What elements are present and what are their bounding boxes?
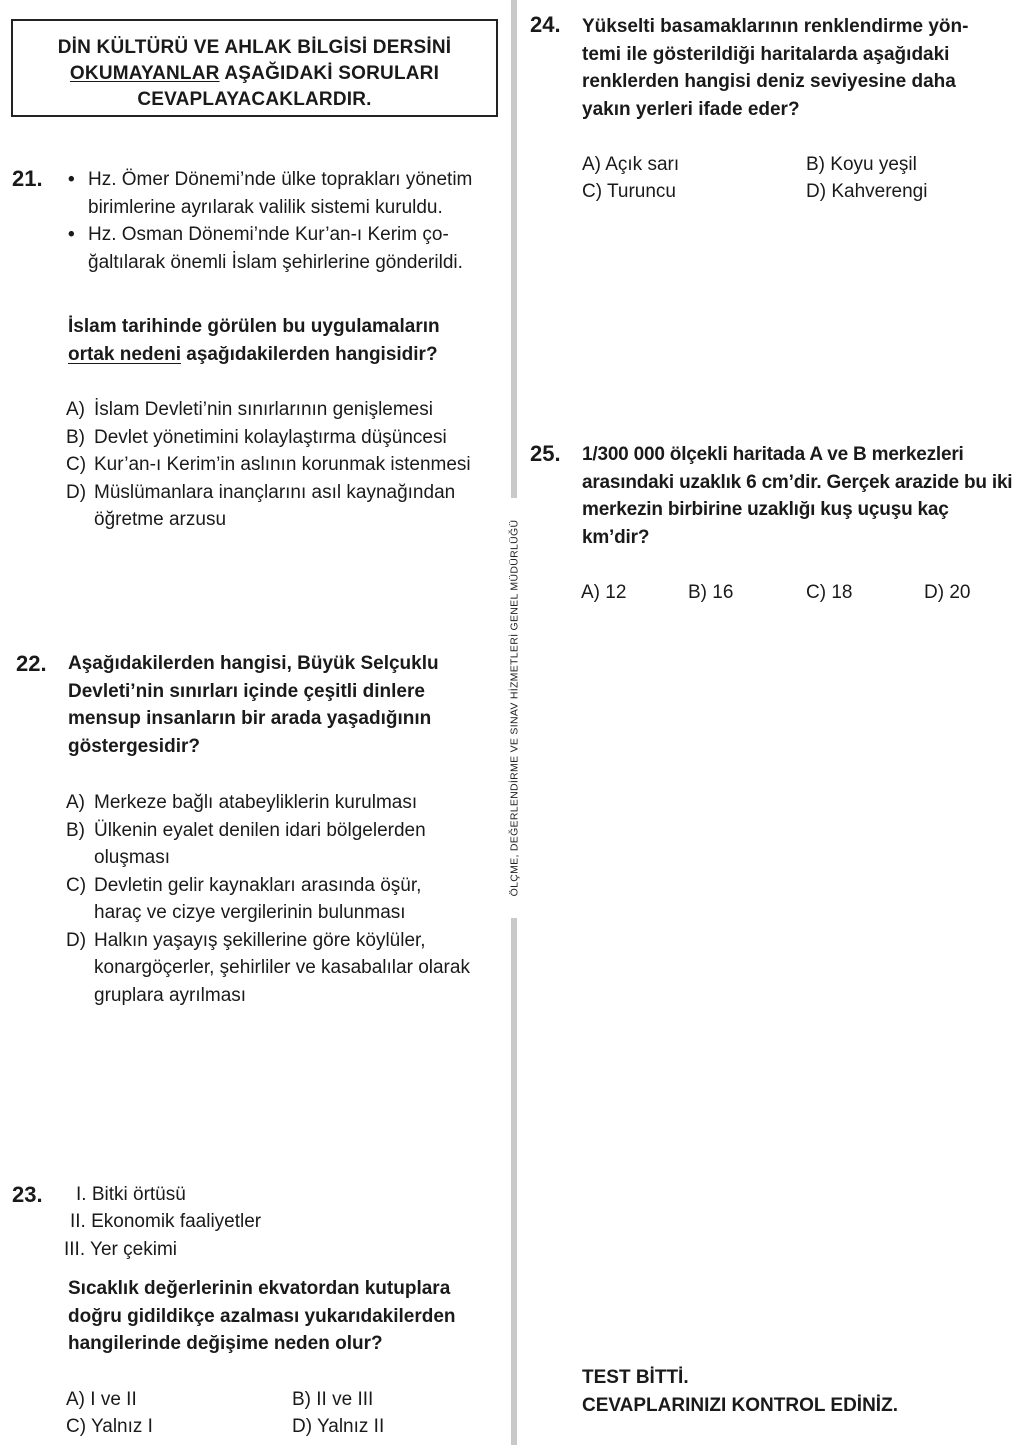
question-23-item-1: I. Bitki örtüsü [76,1184,186,1205]
option-label: C) [66,1416,87,1437]
question-24-option-b[interactable] [806,151,917,179]
option-b[interactable] [66,424,506,452]
option-label: C) [806,582,827,603]
option-text: Turuncu [607,181,676,202]
question-23-option-d[interactable] [292,1413,384,1441]
bullet-text: Hz. Osman Dönemi’nde Kur’an-ı Kerim ço-ğaltılarak önemli İslam şehirlerine gönderildi. [88,224,463,273]
option-text: 16 [712,582,734,603]
question-24-option-d[interactable] [806,178,927,206]
question-24-number: 24. [530,12,561,37]
question-23-option-c[interactable] [66,1413,153,1441]
option-label: C) [582,181,603,202]
test-end-notice [582,1364,898,1420]
option-text: Merkeze bağlı atabeyliklerin kurulması [94,792,418,813]
option-text: I ve II [90,1389,137,1410]
instruction-line-3: CEVAPLAYACAKLARDIR. [137,89,372,110]
option-a[interactable] [66,396,506,424]
option-label: C) [66,454,87,475]
bullet-text: Hz. Ömer Dönemi’nde ülke toprakları yönetim birimlerine ayrılarak valilik sistemi kuruldu. [88,169,473,218]
question-23-item-2: II. Ekonomik faaliyetler [70,1211,262,1232]
option-d[interactable] [66,927,506,1010]
test-end-line-1: TEST BİTTİ. [582,1367,689,1388]
question-22-options [66,789,506,1009]
option-label: A) [66,399,85,420]
question-21-bullet-1 [68,166,508,221]
publisher-vertical-text: ÖLÇME, DEĞERLENDİRME VE SINAV HİZMETLERİ GENEL MÜDÜRLÜĞÜ [508,519,520,897]
option-text: Yalnız I [91,1416,153,1437]
question-25-stem: 1/300 000 ölçekli haritada A ve B merkezleri arasındaki uzaklık 6 cm’dir. Gerçek arazide bu iki merkezin birbirine uzaklığı kuş uçuşu kaç km’dir? [582,444,1013,548]
option-d[interactable] [66,479,506,534]
question-23-item-3: III. Yer çekimi [64,1239,177,1260]
option-label: B) [688,582,707,603]
question-25-option-c[interactable] [806,579,852,607]
question-23-option-a[interactable] [66,1386,137,1414]
instruction-box [11,19,498,117]
question-23-number: 23. [12,1182,43,1207]
option-text: Halkın yaşayış şekillerine göre köylüler, konargöçerler, şehirliler ve kasabalılar olarak gruplara ayrılması [94,929,470,1006]
bullet-dot-icon: • [68,169,75,190]
option-text: II ve III [316,1389,374,1410]
option-label: B) [292,1389,311,1410]
option-label: D) [66,929,87,951]
question-21-options [66,396,506,534]
question-24-option-c[interactable] [582,178,676,206]
question-25-option-a[interactable] [581,579,626,607]
option-label: B) [66,426,85,448]
test-end-line-2: CEVAPLARINIZI KONTROL EDİNİZ. [582,1395,898,1416]
question-21-bullets [68,166,508,276]
instruction-line-2 [13,61,496,87]
option-text: Koyu yeşil [830,154,917,175]
option-label: C) [66,874,87,896]
question-23-stem: Sıcaklık değerlerinin ekvatordan kutuplara doğru gidildikçe azalması yukarıdakilerden hangilerinde değişime neden olur? [68,1278,456,1354]
question-23-option-b[interactable] [292,1386,373,1414]
option-label: A) [66,1389,85,1410]
option-label: D) [66,481,87,503]
option-label: B) [66,819,85,841]
question-21-number: 21. [12,166,43,191]
bullet-dot-icon: • [68,224,75,245]
question-21-underlined-phrase: ortak nedeni [68,343,181,365]
option-label: D) [292,1416,313,1437]
question-24-option-a[interactable] [582,151,679,179]
option-text: Devlet yönetimini kolaylaştırma düşüncesi [94,426,447,448]
question-25-number: 25. [530,441,561,466]
question-21-stem-line-2 [68,341,508,369]
option-text: Devletin gelir kaynakları arasında öşür, haraç ve cizye vergilerinin bulunması [94,874,422,923]
question-22-number: 22. [16,651,47,676]
question-21-bullet-2 [68,221,508,276]
option-label: D) [924,582,945,603]
option-c[interactable] [66,872,474,927]
option-label: A) [581,582,600,603]
option-text: Müslümanlara inançlarını asıl kaynağından öğretme arzusu [94,481,456,530]
option-text: Açık sarı [605,154,680,175]
option-a[interactable] [66,789,506,817]
option-label: A) [582,154,601,175]
option-text: Ülkenin eyalet denilen idari bölgelerden oluşması [94,819,426,868]
option-text: İslam Devleti’nin sınırlarının genişlemesi [94,399,433,420]
option-text: Yalnız II [317,1416,385,1437]
option-text: 18 [831,582,853,603]
question-21-stem [68,313,508,368]
option-label: A) [66,792,85,813]
question-21-stem-rest: aşağıdakilerden hangisidir? [180,343,438,365]
option-text: 12 [605,582,627,603]
option-text: Kahverengi [831,181,928,202]
question-21-stem-line-1: İslam tarihinde görülen bu uygulamaların [68,316,440,337]
option-text: 20 [949,582,971,603]
instruction-underlined-word: OKUMAYANLAR [69,63,220,84]
option-text: Kur’an-ı Kerim’in aslının korunmak istenmesi [94,454,471,475]
option-label: D) [806,181,827,202]
option-b[interactable] [66,817,474,872]
question-24-stem: Yükselti basamaklarının renklendirme yön-temi ile gösterildiği haritalarda aşağıdaki renklerden hangisi deniz seviyesine daha yakın yerleri ifade eder? [582,16,969,120]
question-25-option-b[interactable] [688,579,733,607]
instruction-line-2-rest: AŞAĞIDAKİ SORULARI [219,63,440,84]
question-25-option-d[interactable] [924,579,970,607]
option-c[interactable] [66,451,506,479]
option-label: B) [806,154,825,175]
question-22-stem: Aşağıdakilerden hangisi, Büyük Selçuklu Devleti’nin sınırları içinde çeşitli dinlere mensup insanların bir arada yaşadığının göstergesidir? [68,653,439,757]
instruction-line-1: DİN KÜLTÜRÜ VE AHLAK BİLGİSİ DERSİNİ [57,37,452,58]
